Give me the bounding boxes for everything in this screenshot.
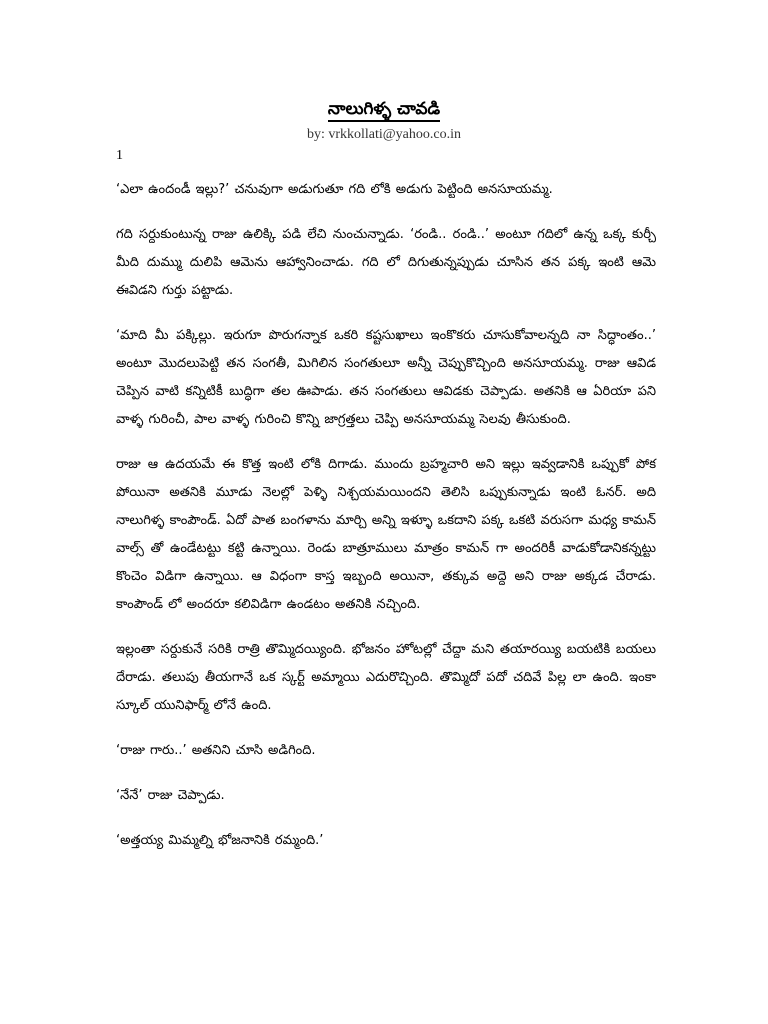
document-title [0,96,768,122]
paragraph: రాజు ఆ ఉదయమే ఈ కొత్త ఇంటి లోకి దిగాడు. ముందు బ్రహ్మచారి అని ఇల్లు ఇవ్వడానికి ఒప్పుకో పోక పోయినా అతనికి మూడు నెలల్లో పెళ్ళి నిశ్చయమయిందని తెలిసి ఒప్పుకున్నాడు ఇంటి ఓనర్. అది నాలుగిళ్ళ కాంపౌండ్. ఏదో పాత బంగళాను మార్చి అన్ని ఇళ్ళూ ఒకదాని పక్క ఒకటి వరుసగా మధ్య కామన్ వాల్స్ తో ఉండేటట్టు కట్టి ఉన్నాయి. రెండు బాత్రూములు మాత్రం కామన్ గా అందరికీ వాడుకోడానికన్నట్టు కొంచెం విడిగా ఉన్నాయి. ఆ విధంగా కాస్త ఇబ్బంది అయినా, తక్కువ అద్దె అని రాజు అక్కడ చేరాడు. కాంపౌండ్ లో అందరూ కలివిడిగా ఉండటం అతనికి నచ్చింది. [116,457,656,612]
document-title-text: నాలుగిళ్ళ చావడి [328,99,440,122]
paragraph: ‘రాజు గారు..’ అతనిని చూసి అడిగింది. [116,743,316,758]
paragraph: ‘ఎలా ఉందండీ ఇల్లు?’ చనువుగా అడుగుతూ గది లోకి అడుగు పెట్టింది అనసూయమ్మ. [116,182,553,197]
paragraph: గది సర్దుకుంటున్న రాజు ఉలిక్కి పడి లేచి నుంచున్నాడు. ‘రండి.. రండి..’ అంటూ గదిలో ఉన్న ఒక్క కుర్చీ మీది దుమ్ము దులిపి ఆమెను ఆహ్వానించాడు. గది లో దిగుతున్నప్పుడు చూసిన తన పక్క ఇంటి ఆమె ఈవిడని గుర్తు పట్టాడు. [116,227,656,298]
paragraph: ఇల్లంతా సర్దుకునే సరికి రాత్రి తొమ్మిదయ్యింది. భోజనం హోటల్లో చేద్దా మని తయారయ్యి బయటికి బయలు దేరాడు. తలుపు తీయగానే ఒక స్కర్ట్ అమ్మాయి ఎదురొచ్చింది. తొమ్మిదో పదో చదివే పిల్ల లా ఉంది. ఇంకా స్కూల్ యునిఫార్మ్ లోనే ఉంది. [116,642,656,713]
paragraph: ‘అత్తయ్య మిమ్మల్ని భోజనానికి రమ్మంది.’ [116,833,324,848]
chapter-number: 1 [116,148,123,163]
author-byline: by: vrkkollati@yahoo.co.in [306,127,462,142]
paragraph: ‘నేనే’ రాజు చెప్పాడు. [116,788,225,803]
story-body [116,176,656,872]
paragraph: ‘మాది మీ పక్కిల్లు. ఇరుగూ పొరుగన్నాక ఒకరి కష్టసుఖాలు ఇంకొకరు చూసుకోవాలన్నది నా సిద్ధాంతం..’ అంటూ మొదలుపెట్టి తన సంగతీ, మిగిలిన సంగతులూ అన్నీ చెప్పుకొచ్చింది అనసూయమ్మ. రాజు ఆవిడ చెప్పిన వాటి కన్నిటికీ బుద్ధిగా తల ఊపాడు. తన సంగతులు ఆవిడకు చెప్పాడు. అతనికి ఆ ఏరియా పని వాళ్ళ గురించీ, పాల వాళ్ళ గురించి కొన్ని జాగ్రత్తలు చెప్పి అనసూయమ్మ సెలవు తీసుకుంది. [116,328,656,427]
